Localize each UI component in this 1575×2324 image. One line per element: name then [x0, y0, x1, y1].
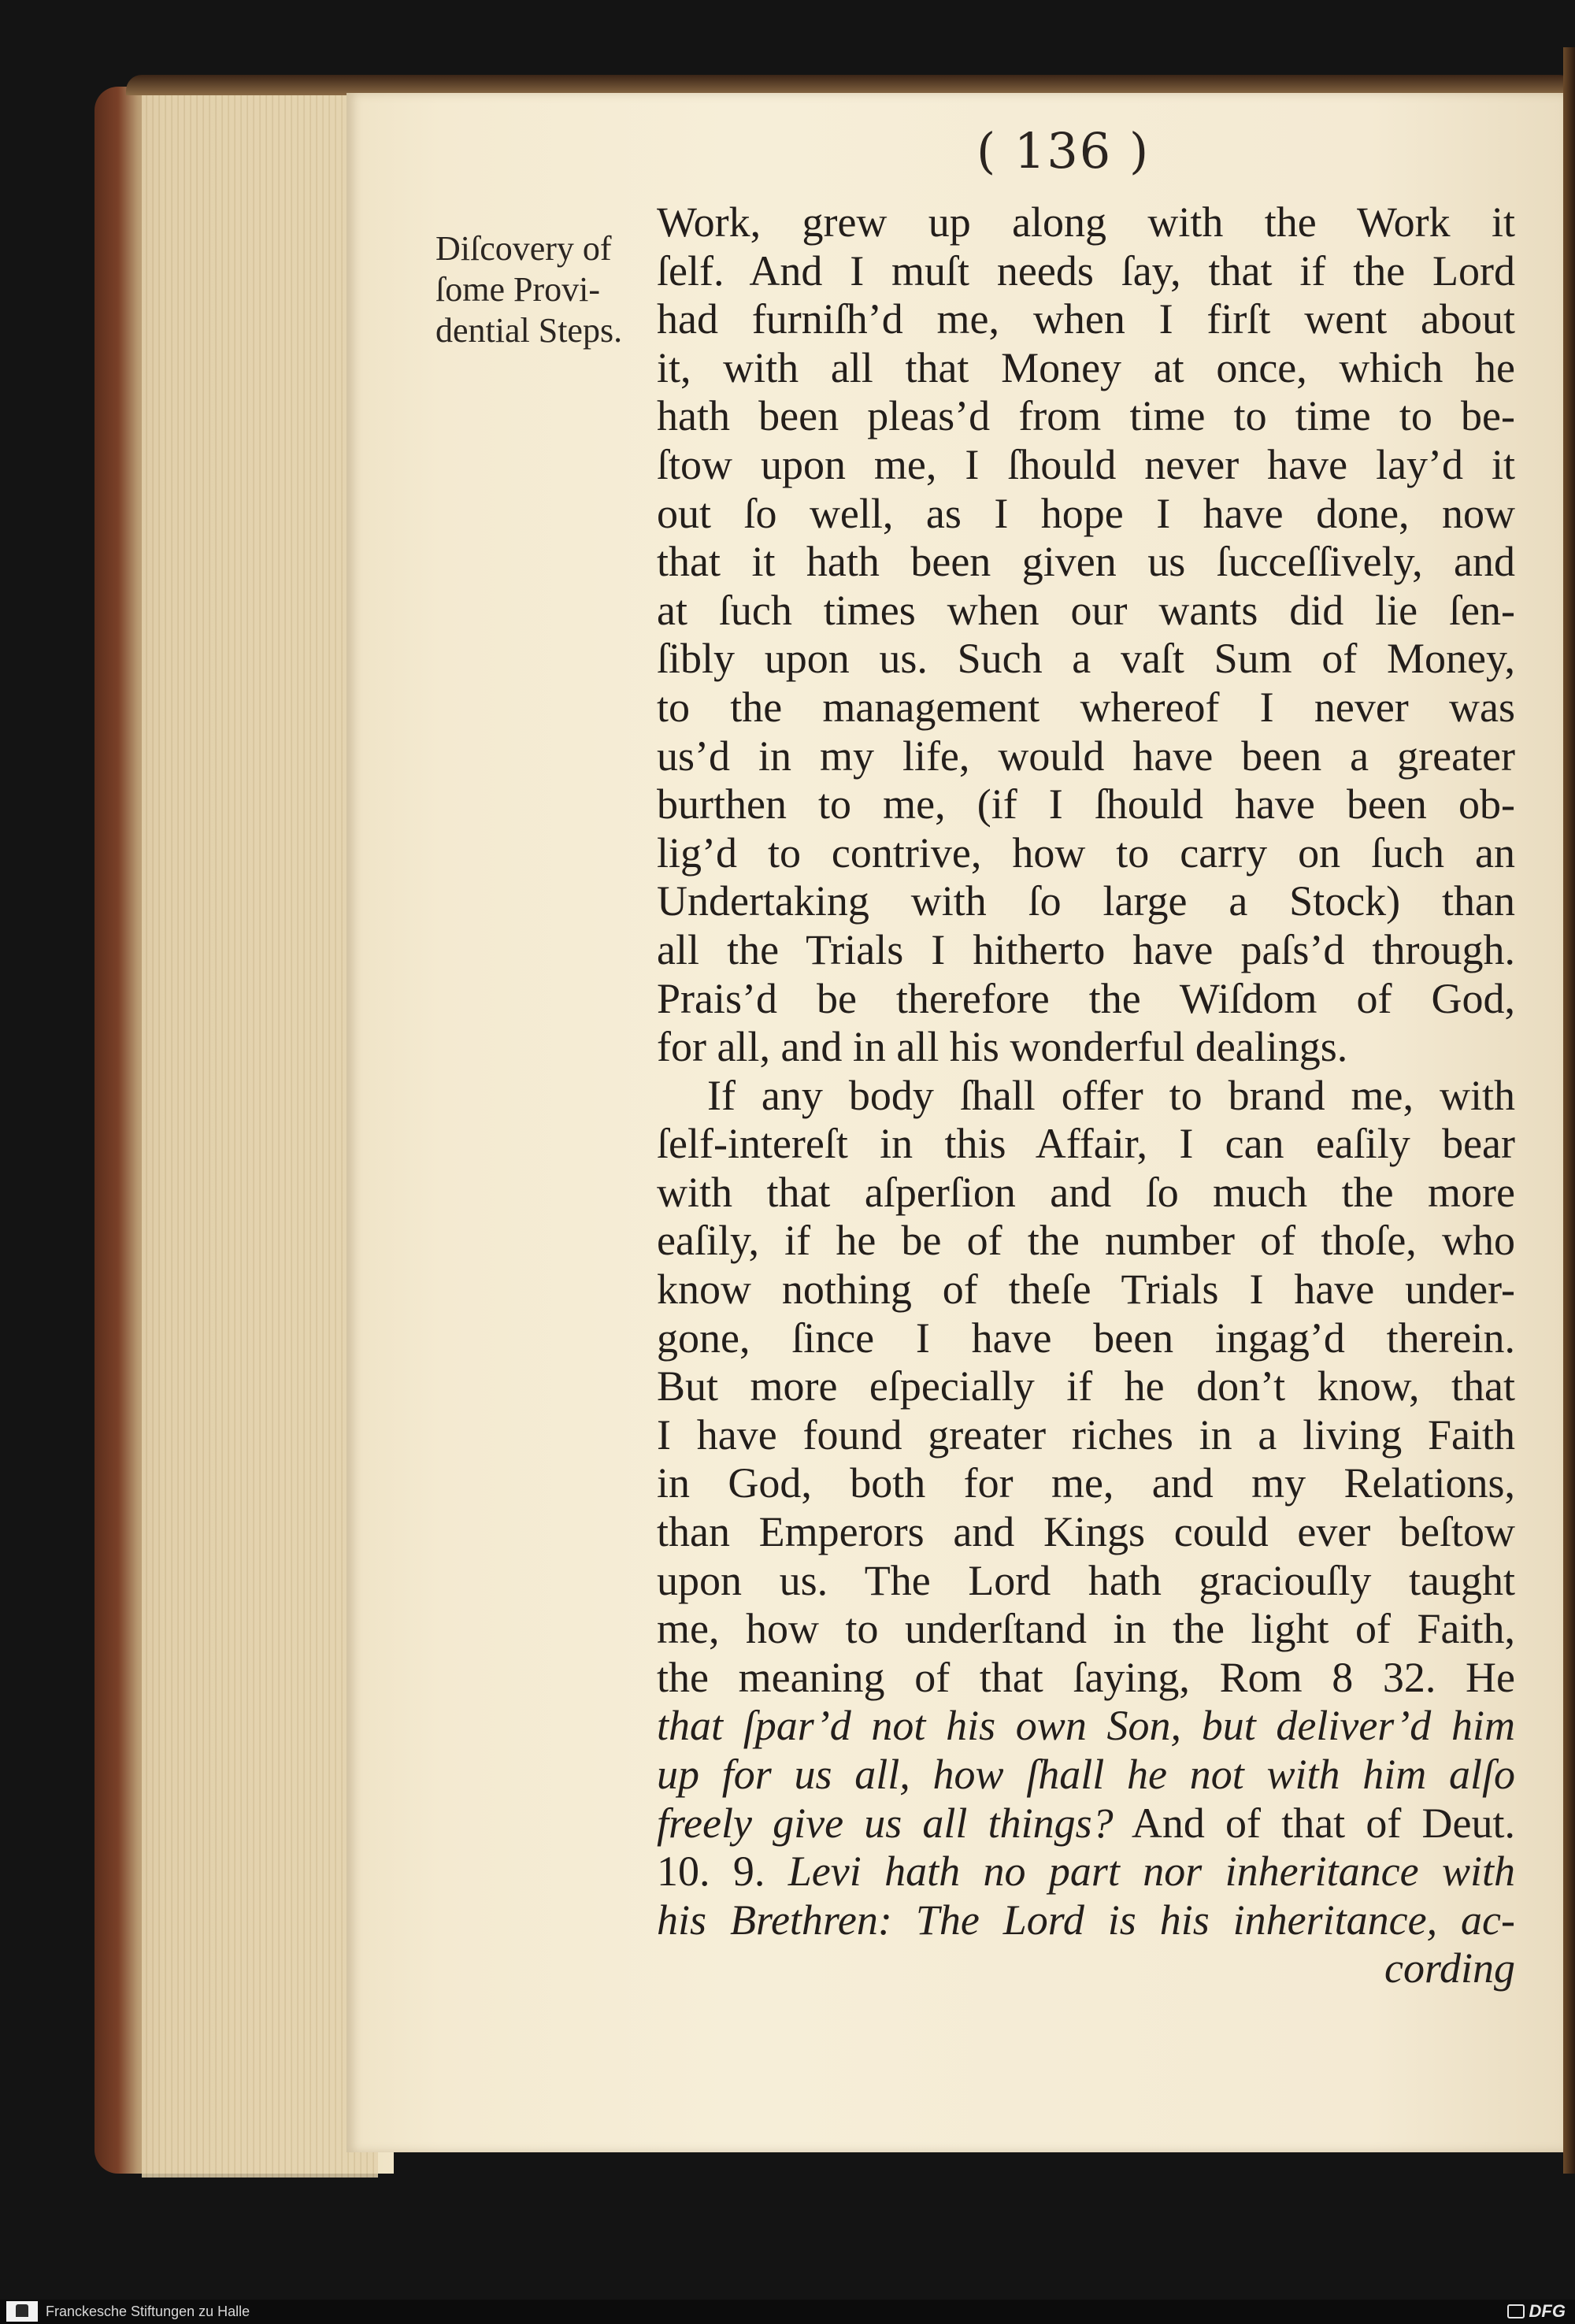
footer-institution — [6, 2301, 250, 2322]
funder-name: DFG — [1529, 2301, 1566, 2321]
text-line: that it hath been given us ſucceſſively, and — [657, 538, 1515, 586]
body-text — [657, 198, 1515, 1993]
text-line: Undertaking with ſo large a Stock) than — [657, 877, 1515, 925]
text-line: that ſpar’d not his own Son, but deliver’d him — [657, 1702, 1515, 1750]
text-line: cording — [1384, 1944, 1515, 1992]
page-number: ( 136 ) — [976, 122, 1151, 180]
text-line: his Brethren: The Lord is his inheritance, ac- — [657, 1896, 1515, 1944]
institution-name: Franckesche Stiftungen zu Halle — [46, 2303, 250, 2319]
text-line: than Emperors and Kings could ever beſtow — [657, 1508, 1515, 1556]
text-line: know nothing of theſe Trials I have under- — [657, 1266, 1515, 1314]
text-line: Prais’d be therefore the Wiſdom of God, — [657, 974, 1515, 1022]
text-line: Work, grew up along with the Work it — [657, 198, 1515, 246]
text-line: eaſily, if he be of the number of thoſe, who — [657, 1217, 1515, 1265]
text-line: burthen to me, (if I ſhould have been ob- — [657, 780, 1515, 828]
footer-funder — [1507, 2301, 1566, 2322]
margin-note-line: dential Steps. — [435, 311, 623, 350]
text-line: ſibly upon us. Such a vaſt Sum of Money, — [657, 635, 1515, 683]
text-line: me, how to underſtand in the light of Faith, — [657, 1605, 1515, 1653]
text-line: lig’d to contrive, how to carry on ſuch an — [657, 828, 1515, 877]
text-line: I have found greater riches in a living Faith — [657, 1410, 1515, 1459]
text-line: ſtow upon me, I ſhould never have lay’d it — [657, 440, 1515, 488]
text-line: 10. 9. Levi hath no part nor inheritance with — [657, 1848, 1515, 1896]
book-spine — [1563, 47, 1575, 2174]
text-line: at ſuch times when our wants did lie ſen- — [657, 586, 1515, 634]
institution-logo-icon — [6, 2301, 38, 2322]
text-line: freely give us all things? And of that of Deut. — [657, 1799, 1515, 1847]
margin-note — [435, 228, 648, 351]
margin-note-line: ſome Provi- — [435, 270, 600, 309]
text-line: up for us all, how ſhall he not with him alſo — [657, 1751, 1515, 1798]
text-line: in God, both for me, and my Relations, — [657, 1459, 1515, 1507]
text-line: to the management whereof I never was — [657, 683, 1515, 731]
margin-note-line: Diſcovery of — [435, 229, 612, 268]
text-line: But more eſpecially if he don’t know, that — [657, 1362, 1515, 1410]
text-line: upon us. The Lord hath graciouſly taught — [657, 1556, 1515, 1604]
text-line: ſelf-intereſt in this Affair, I can eaſily bear — [657, 1120, 1515, 1168]
text-line: gone, ſince I have been ingag’d therein. — [657, 1314, 1515, 1362]
text-line: had furniſh’d me, when I firſt went about — [657, 295, 1515, 343]
text-line: for all, and in all his wonderful dealings. — [657, 1023, 1348, 1071]
text-line: hath been pleas’d from time to time to be- — [657, 392, 1515, 440]
text-line: If any body ſhall offer to brand me, with — [707, 1071, 1515, 1119]
text-line: all the Trials I hitherto have paſs’d through. — [657, 925, 1515, 973]
page-stack — [142, 83, 378, 2178]
text-line: it, with all that Money at once, which he — [657, 343, 1515, 391]
dfg-logo-icon — [1507, 2304, 1525, 2318]
text-line: the meaning of that ſaying, Rom 8 32. He — [657, 1653, 1515, 1701]
text-line: us’d in my life, would have been a greater — [657, 732, 1515, 780]
text-line: out ſo well, as I hope I have done, now — [657, 489, 1515, 537]
text-line: ſelf. And I muſt needs ſay, that if the Lord — [657, 246, 1515, 295]
text-line: with that aſperſion and ſo much the more — [657, 1168, 1515, 1216]
